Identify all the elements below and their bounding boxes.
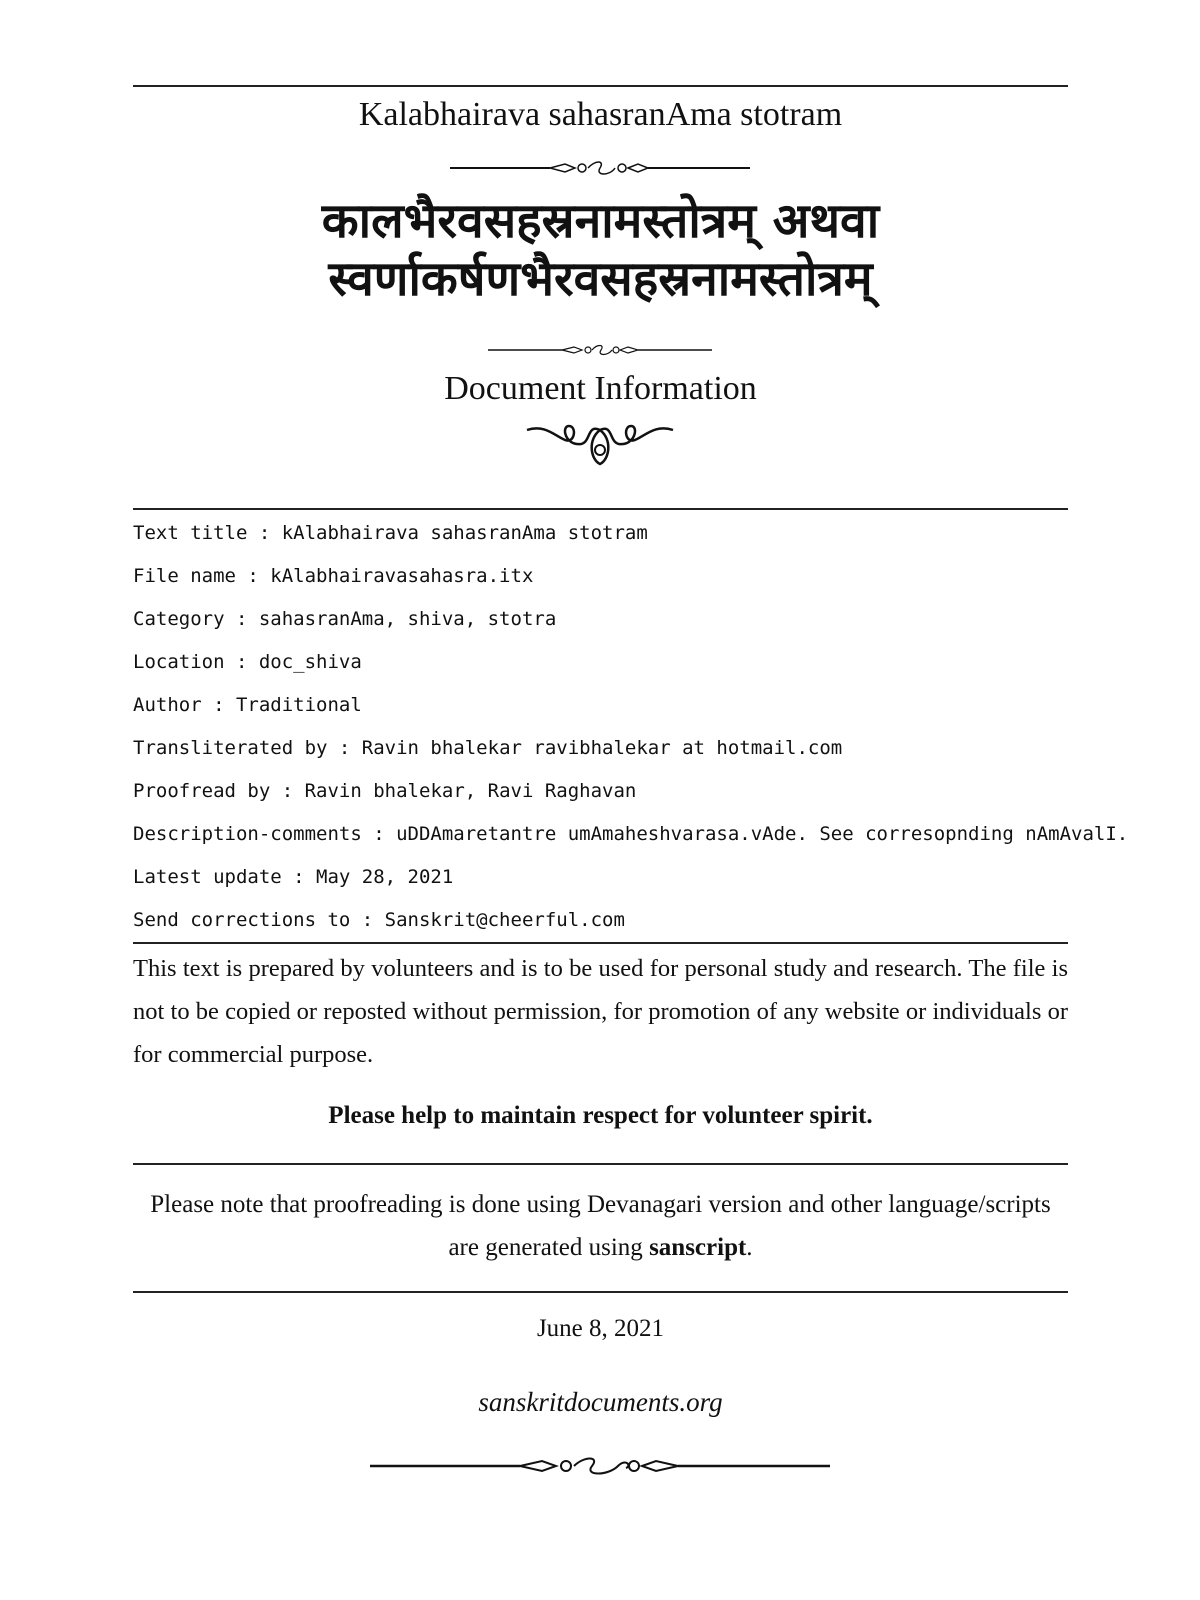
devanagari-title	[133, 192, 1068, 308]
footer-flourish-ornament-icon	[370, 1454, 830, 1478]
swirl-ornament-icon	[525, 416, 675, 472]
proofreading-note: Please note that proofreading is done using Devanagari version and other language/scripts are generated using sanscript.	[150, 1191, 1051, 1261]
small-flourish-ornament-icon	[488, 342, 712, 358]
field-location: Location : doc_shiva	[133, 651, 362, 673]
field-author: Author : Traditional	[133, 694, 362, 716]
respect-note: Please help to maintain respect for volunteer spirit.	[328, 1102, 873, 1129]
note-top-rule	[133, 1163, 1068, 1165]
top-rule	[133, 85, 1068, 87]
document-info-fields	[133, 520, 1129, 950]
document-date: June 8, 2021	[536, 1315, 665, 1342]
usage-paragraph: This text is prepared by volunteers and is to be used for personal study and research. The file is not to be copied or reposted without permission, for promotion of any website or individuals or for commercial purpose.	[133, 955, 1068, 1068]
field-file-name: File name : kAlabhairavasahasra.itx	[133, 565, 534, 587]
field-proofread-by: Proofread by : Ravin bhalekar, Ravi Raghavan	[133, 780, 637, 802]
field-transliterated-by: Transliterated by : Ravin bhalekar ravibhalekar at hotmail.com	[133, 737, 843, 759]
field-text-title: Text title : kAlabhairava sahasranAma stotram	[133, 522, 648, 544]
info-top-rule	[133, 508, 1068, 510]
field-category: Category : sahasranAma, shiva, stotra	[133, 608, 557, 630]
page-title: Kalabhairava sahasranAma stotram	[358, 96, 843, 133]
field-description-comments: Description-comments : uDDAmaretantre umAmaheshvarasa.vAde. See corresopnding nAmAvalI.	[133, 823, 1129, 845]
field-send-corrections: Send corrections to : Sanskrit@cheerful.com	[133, 909, 625, 931]
flourish-ornament-icon	[450, 158, 750, 178]
devanagari-title-line-2: स्वर्णाकर्षणभैरवसहस्रनामस्तोत्रम्	[328, 251, 873, 307]
section-title: Document Information	[444, 370, 757, 407]
devanagari-title-line-1: कालभैरवसहस्रनामस्तोत्रम् अथवा	[321, 193, 880, 249]
field-latest-update: Latest update : May 28, 2021	[133, 866, 454, 888]
note-bottom-rule	[133, 1291, 1068, 1293]
site-link[interactable]: sanskritdocuments.org	[478, 1387, 723, 1417]
info-bottom-rule	[133, 942, 1068, 944]
